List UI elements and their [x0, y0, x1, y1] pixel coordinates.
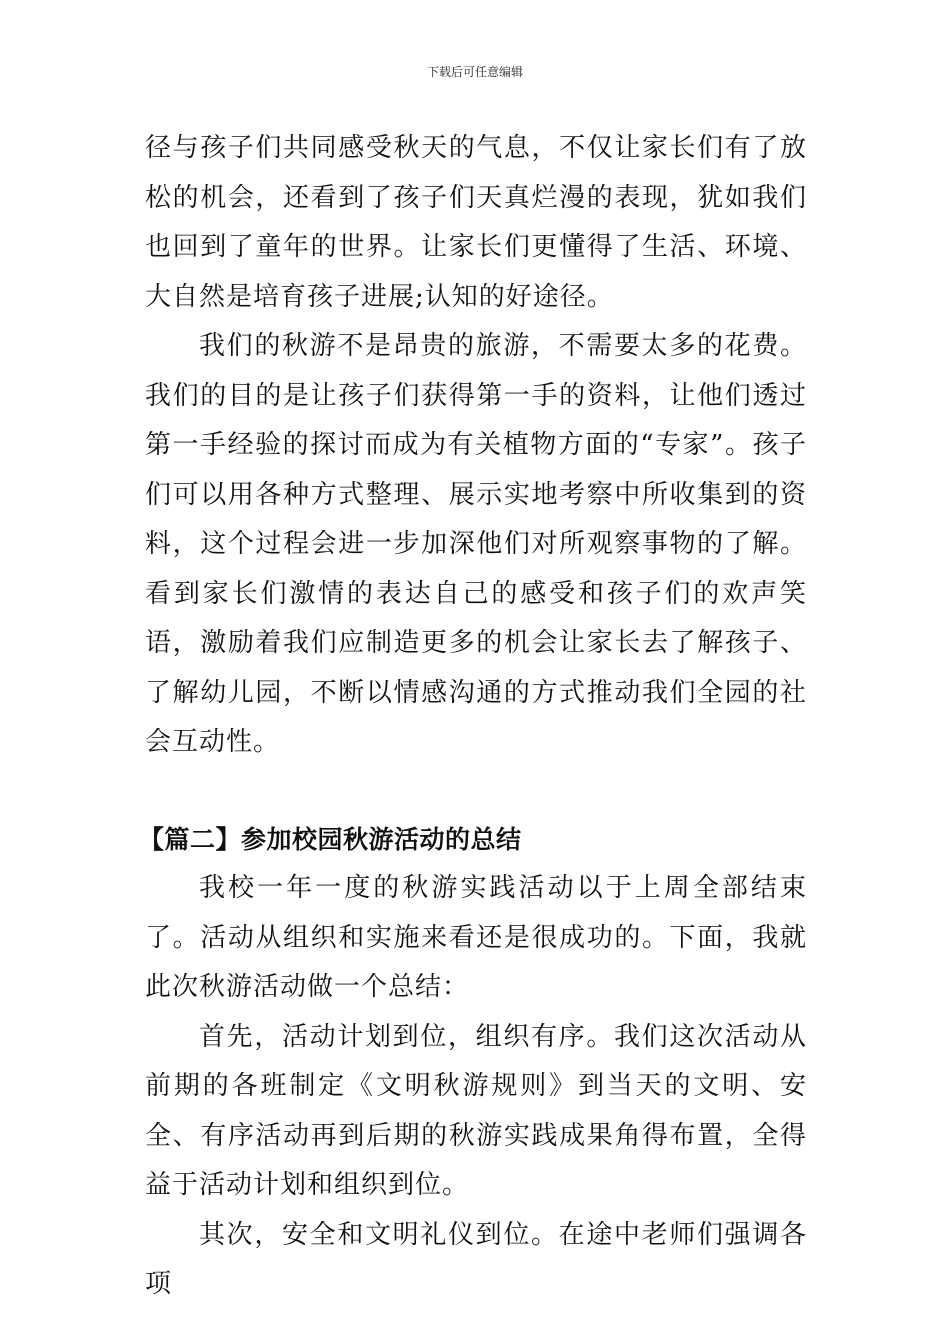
- paragraph-intro: 我校一年一度的秋游实践活动以于上周全部结束了。活动从组织和实施来看还是很成功的。下面，我就此次秋游活动做一个总结：: [145, 873, 807, 1002]
- paragraph-second-point: 其次，安全和文明礼仪到位。在途中老师们强调各项: [145, 1219, 807, 1299]
- section-title: 【篇二】参加校园秋游活动的总结: [139, 824, 522, 854]
- paragraph-autumn-trip-purpose: 我们的秋游不是昂贵的旅游，不需要太多的花费。我们的目的是让孩子们获得第一手的资料，让他们透过第一手经验的探讨而成为有关植物方面的“专家”。孩子们可以用各种方式整理、展示实地考察中所收集到的资料，这个过程会进一步加深他们对所观察事物的了解。看到家长们激情的表达自己的感受和孩子们的欢声笑语，激励着我们应制造更多的机会让家长去了解孩子、了解幼儿园，不断以情感沟通的方式推动我们全园的社会互动性。: [145, 331, 807, 757]
- document-body: [139, 124, 807, 1310]
- page-header: 下载后可任意编辑: [426, 65, 523, 79]
- paragraph-continuation: 径与孩子们共同感受秋天的气息，不仅让家长们有了放松的机会，还看到了孩子们天真烂漫的表现，犹如我们也回到了童年的世界。让家长们更懂得了生活、环境、大自然是培育孩子进展;认知的好途径。: [145, 133, 807, 312]
- paragraph-first-point: 首先，活动计划到位，组织有序。我们这次活动从前期的各班制定《文明秋游规则》到当天的文明、安全、有序活动再到后期的秋游实践成果角得布置，全得益于活动计划和组织到位。: [145, 1021, 807, 1200]
